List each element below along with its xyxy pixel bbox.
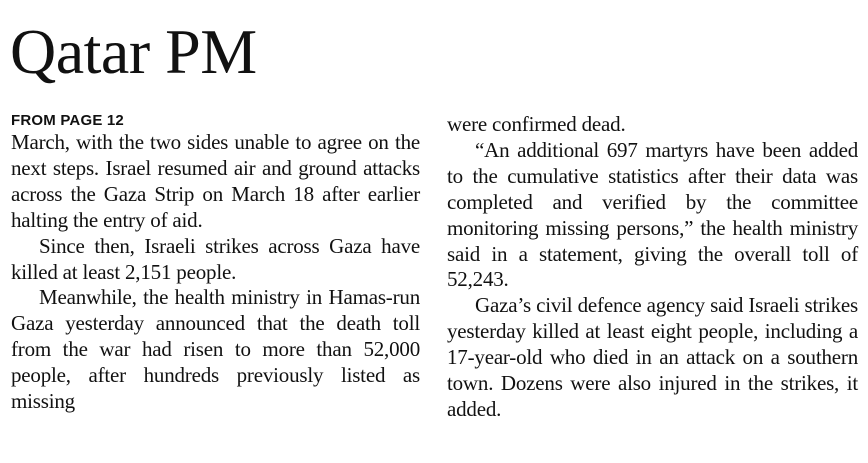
paragraph: Meanwhile, the health ministry in Hamas-run Gaza yesterday announced that the death toll from the war had risen to more than 52,000 people, after hundreds previously listed as missing [11, 285, 420, 414]
paragraph: “An additional 697 martyrs have been added to the cumulative statistics after their data was completed and verified by the committee monitoring missing persons,” the health ministry said in a statement, giving the overall toll of 52,243. [447, 137, 858, 292]
article-headline: Qatar PM [10, 16, 257, 87]
paragraph: were confirmed dead. [447, 112, 626, 136]
paragraph: March, with the two sides unable to agree on the next steps. Israel resumed air and ground attacks across the Gaza Strip on March 18 after earlier halting the entry of aid. [11, 130, 420, 232]
paragraph: Since then, Israeli strikes across Gaza have killed at least 2,151 people. [11, 233, 420, 284]
jump-label: FROM PAGE 12 [11, 112, 124, 129]
paragraph: Gaza’s civil defence agency said Israeli strikes yesterday killed at least eight people, including a 17-year-old who died in an attack on a southern town. Dozens were also injured in the strikes, it added. [447, 293, 858, 421]
right-column [447, 112, 858, 423]
left-column [11, 112, 420, 415]
